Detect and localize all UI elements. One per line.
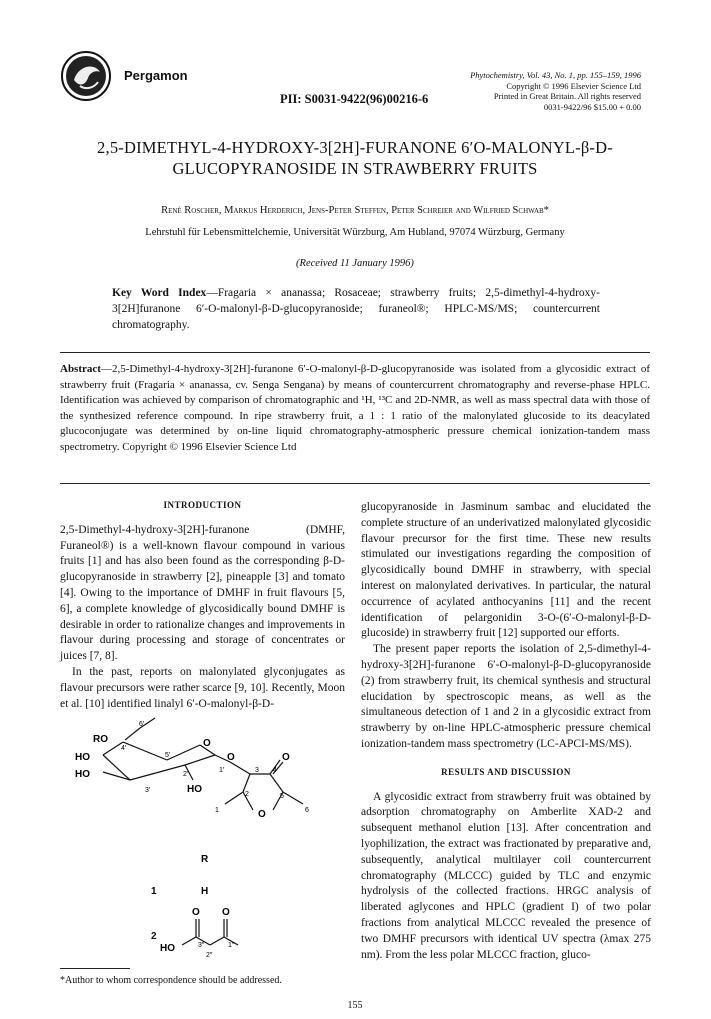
footnote: *Author to whom correspondence should be addressed.	[60, 975, 282, 986]
structure-label: O	[203, 738, 211, 749]
received-date: (Received 11 January 1996)	[296, 258, 414, 269]
intro-paragraph-4: The present paper reports the isolation of 2,5-dimethyl-4-hydroxy-3[2H]-furanone 6′-O-malonyl-β-D-glucopyranoside (2) from strawberry fruit, its chemical synthesis and structural elucidation by spectroscopic means, as well as the simultaneous detection of 1 and 2 in a glycosidic extract from strawberry by on-line HPLC-atmospheric pressure chemical ionization-tandem mass spectrometry (LC-APCI-MS/MS).	[361, 643, 651, 750]
malonyl-label: 2″	[206, 952, 213, 959]
results-paragraph-1: A glycosidic extract from strawberry fruit was obtained by adsorption chromatography on Amberlite XAD-2 and subsequent methanol elution [13]. After concentration and lyophilization, the extract was fractionated by preparative and, subsequently, analytical multilayer coil countercurrent chromatography (MLCCC) guided by TLC and enzymic hydrolysis of the collected fractions. HRGC analysis of liberated aglycones and HPLC (gradient I) of two polar fractions from analytical MLCCC revealed the presence of two DMHF precursors with identical UV spectra (λmax 275 nm). From the less polar MLCCC fraction, gluco-	[361, 790, 651, 961]
keyword-index	[112, 285, 600, 333]
affiliation: Lehrstuhl für Lebensmittelchemie, Universität Würzburg, Am Hubland, 97074 Würzburg, Germany	[145, 227, 565, 238]
abstract	[60, 362, 650, 455]
page-number: 155	[347, 1000, 363, 1011]
intro-paragraph-1: 2,5-Dimethyl-4-hydroxy-3[2H]-furanone (DMHF, Furaneol®) is a well-known flavour compound in various fruits [1] and has also been found as the corresponding β-D-glucopyranoside in strawberry [2], pineapple [3] and tomato [4]. Owing to the importance of DMHF in fruit flavours [5, 6], a complete knowledge of glycosidically bound DMHF is desirable in order to rationalize changes and improvements in flavour during processing and storage of concentrates or juices [7, 8].	[60, 523, 345, 663]
structure-label: 4′	[121, 745, 127, 752]
malonyl-label: O	[222, 907, 230, 918]
structure-label: 6	[305, 807, 309, 814]
structure-label: 3	[255, 767, 259, 774]
compound-number-1: 1	[151, 886, 157, 897]
structure-label: 6′	[139, 721, 145, 728]
malonyl-structure	[140, 905, 290, 970]
abstract-text: —2,5-Dimethyl-4-hydroxy-3[2H]-furanone 6′-O-malonyl-β-D-glucopyranoside was isolated from a glycosidic extract of strawberry fruit (Fragaria × ananassa, cv. Senga Sengana) by means of countercurrent chromatography and reverse-phase HPLC. Identification was achieved by comparison of chromatographic and ¹H, ¹³C and 2D-NMR, as well as mass spectral data with those of the synthesized reference compound. In ripe strawberry fruit, a 1 : 1 ratio of the malonylated glucoside to its deacylated glucoconjugate was determined by on-line liquid chromatography-atmospheric pressure chemical ionization-tandem mass spectrometry. Copyright © 1996 Elsevier Science Ltd	[60, 363, 650, 453]
structure-label: 2′	[183, 771, 189, 778]
structure-label: 1′	[219, 767, 225, 774]
abstract-label: Abstract	[60, 363, 101, 375]
intro-paragraph-2: In the past, reports on malonylated glyconjugates as flavour precursors were rather scarce [9, 10]. Recently, Moon et al. [10] identified linalyl 6′-O-malonyl-β-D-	[60, 665, 345, 710]
structure-label: HO	[187, 784, 202, 795]
divider-bottom	[60, 483, 650, 484]
malonyl-label: HO	[160, 943, 175, 954]
keyword-text: —Fragaria × ananassa; Rosaceae; strawberry fruits; 2,5-dimethyl-4-hydroxy-3[2H]furanone 6′-O-malonyl-β-D-glucopyranoside; furaneol®; HPLC-MS/MS; countercurrent chromatography.	[112, 287, 601, 331]
right-column	[361, 500, 651, 963]
footnote-rule	[60, 968, 130, 969]
keyword-label: Key Word Index	[112, 287, 207, 299]
paper-title: 2,5-DIMETHYL-4-HYDROXY-3[2H]-FURANONE 6′O-MALONYL-β-D-GLUCOPYRANOSIDE IN STRAWBERRY FRUITS	[97, 138, 613, 178]
malonyl-label: 3″	[198, 942, 205, 949]
structure-label: O	[282, 752, 290, 763]
structure-label: 2	[245, 791, 249, 798]
divider-top	[60, 352, 650, 353]
section-heading-introduction: INTRODUCTION	[163, 500, 242, 510]
structure-label: 5	[280, 793, 284, 800]
structure-label: 1	[215, 807, 219, 814]
journal-info	[470, 70, 641, 112]
structure-label: 4	[273, 767, 277, 774]
structure-label: HO	[75, 769, 90, 780]
structure-label: 3′	[145, 787, 151, 794]
r-header: R	[201, 854, 209, 865]
pergamon-logo	[60, 50, 112, 102]
chemical-structure	[75, 700, 345, 935]
author-list: René Roscher, Markus Herderich, Jens-Peter Steffen, Peter Schreier and Wilfried Schwab*	[161, 205, 549, 216]
pii-identifier: PII: S0031-9422(96)00216-6	[280, 92, 429, 106]
journal-line: Copyright © 1996 Elsevier Science Ltd	[506, 80, 641, 91]
malonyl-label: 1″	[228, 942, 235, 949]
structure-label: HO	[75, 752, 90, 763]
publisher-name: Pergamon	[124, 68, 188, 83]
journal-line: Printed in Great Britain. All rights reserved	[493, 91, 641, 101]
left-column	[60, 498, 345, 712]
journal-line: Phytochemistry, Vol. 43, No. 1, pp. 155–159, 1996	[470, 70, 641, 80]
malonyl-label: O	[192, 907, 200, 918]
structure-label: O	[227, 752, 235, 763]
journal-line: 0031-9422/96 $15.00 + 0.00	[543, 101, 641, 112]
structure-label: 5′	[165, 752, 171, 759]
structure-label: O	[258, 809, 266, 820]
structure-label: RO	[93, 734, 108, 745]
intro-paragraph-3: glucopyranoside in Jasminum sambac and elucidated the complete structure of an underivatized malonylated glycosidic flavour precursor for the first time. These new results stimulated our investigations regarding the composition of glycosidically bound DMHF in strawberry, with special interest on malonylated derivatives. In particular, the natural occurrence of acylated anthocyanins [11] and the recent identification of pelargonidin 3-O-(6′-O-malonyl-β-D-glucoside) in strawberry fruit [12] supported our efforts.	[361, 501, 651, 640]
compound-number-2: 2	[151, 931, 157, 942]
compound-1-r: H	[201, 886, 209, 897]
section-heading-results: RESULTS AND DISCUSSION	[441, 766, 571, 777]
